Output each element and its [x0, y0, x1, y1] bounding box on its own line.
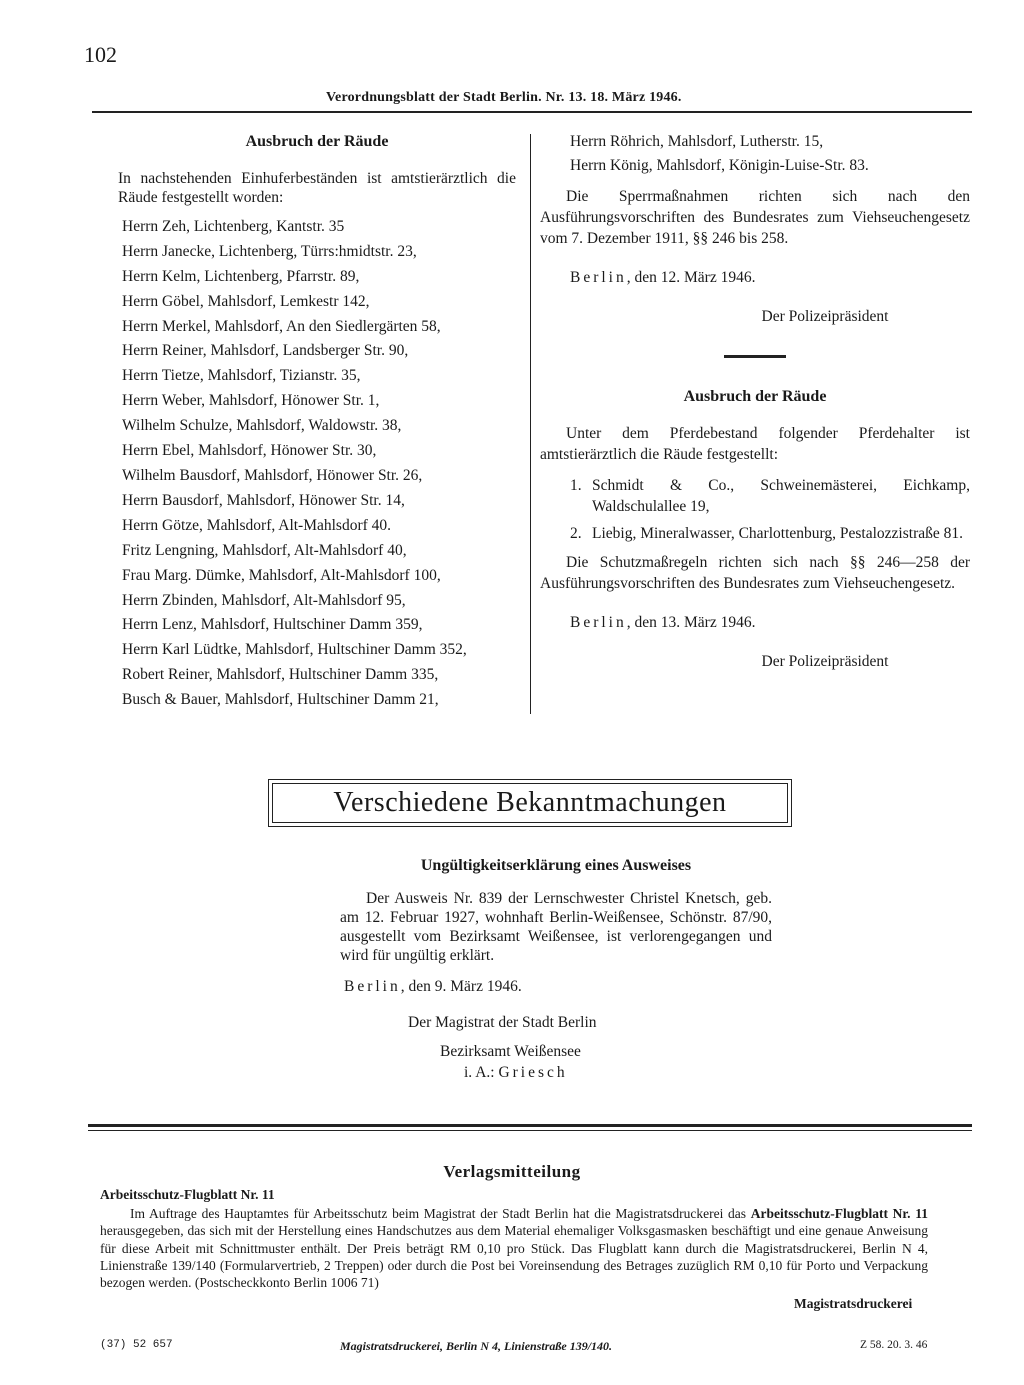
date-text: , den 9. März 1946.: [400, 978, 522, 995]
list-item: Wilhelm Bausdorf, Mahlsdorf, Hönower Str. 26,: [122, 466, 423, 484]
item-text: Schmidt & Co., Schweinemästerei, Eichkamp, Waldschulallee 19,: [592, 477, 970, 515]
list-item: Herrn Zeh, Lichtenberg, Kantstr. 35: [122, 217, 345, 235]
issuer-name: Griesch: [498, 1064, 568, 1081]
list-item: Busch & Bauer, Mahlsdorf, Hultschiner Damm 21,: [122, 691, 439, 709]
date-place: Berlin: [344, 978, 401, 995]
list-item: Herrn Tietze, Mahlsdorf, Tizianstr. 35,: [122, 367, 361, 385]
issuer-line-2: Bezirksamt Weißensee: [440, 1043, 581, 1060]
owner-list-continued: [540, 130, 970, 178]
list-item: Herrn Göbel, Mahlsdorf, Lemkestr 142,: [122, 292, 370, 310]
announcement-body: Der Ausweis Nr. 839 der Lernschwester Christel Knetsch, geb. am 12. Februar 1927, wohnhaft Berlin-Weißensee, Schönstr. 87/90, ausgestellt vom Bezirksamt Weißensee, ist verlorengegangen und wird für ungültig erklärt.: [340, 890, 772, 964]
date-line: [540, 267, 970, 288]
section-separator: [724, 355, 786, 358]
announcement-block: [340, 856, 772, 1082]
item-number: 1.: [570, 477, 582, 494]
intro-paragraph: In nachstehenden Einhuferbeständen ist amtstierärztlich die Räude festgestellt worden:: [118, 169, 516, 206]
announcement-date-line: [340, 977, 772, 996]
footer-date: Z 58. 20. 3. 46: [860, 1339, 928, 1351]
list-item: Herrn Lenz, Mahlsdorf, Hultschiner Damm 359,: [122, 616, 423, 634]
measures-paragraph: Die Sperrmaßnahmen richten sich nach den Ausführungsvorschriften des Bundesrates zum Viehseuchengesetz vom 7. Dezember 1911, §§ 246 bis 258.: [540, 188, 970, 247]
list-item: Herrn Weber, Mahlsdorf, Hönower Str. 1,: [122, 392, 380, 410]
page-number: 102: [84, 42, 117, 67]
issuer-prefix: i. A.:: [464, 1064, 499, 1081]
list-item: Herrn König, Mahlsdorf, Königin-Luise-Str. 83.: [570, 157, 869, 174]
date-place: Berlin: [570, 614, 627, 631]
item-number: 2.: [570, 525, 582, 542]
body-text-start: Im Auftrage des Hauptamtes für Arbeitsschutz beim Magistrat der Stadt Berlin hat die Magistratsdruckerei das: [130, 1206, 751, 1221]
left-column: [118, 130, 516, 713]
body-text-bold: Arbeitsschutz-Flugblatt Nr. 11: [750, 1206, 928, 1221]
list-item: Herrn Kelm, Lichtenberg, Pfarrstr. 89,: [122, 267, 360, 285]
list-item: Herrn Götze, Mahlsdorf, Alt-Mahlsdorf 40.: [122, 516, 392, 534]
list-item: Frau Marg. Dümke, Mahlsdorf, Alt-Mahlsdorf 100,: [122, 566, 441, 584]
date-place: Berlin: [570, 269, 627, 286]
footer-rule-thin: [88, 1130, 972, 1131]
section-banner: Verschiedene Bekanntmachungen: [272, 783, 788, 823]
announcement-heading: Ungültigkeitserklärung eines Ausweises: [420, 857, 692, 874]
body-text-end: herausgegeben, das sich mit der Herstellung eines Handschutzes aus dem Material ehemaliger Volksgasmasken beschäftigt und eine genaue Anweisung für diese Arbeit mit Schnittmuster enthält. Der Preis beträgt RM 0,10 pro Stück. Das Flugblatt kann durch die Magistratsdruckerei, Berlin N 4, Linienstraße 139/140 (Formularvertrieb, 2 Treppen) oder durch die Post bei Voreinsendung des Betrages zuzüglich RM 0,10 für Porto und Verpackung bezogen werden. (Postscheckkonto Berlin 1006 71): [100, 1223, 928, 1291]
footer-code: (37) 52 657: [100, 1339, 173, 1351]
item-text: Liebig, Mineralwasser, Charlottenburg, Pestalozzistraße 81.: [592, 525, 963, 542]
numbered-item: [540, 475, 970, 517]
numbered-item: [540, 523, 970, 544]
footer-rule: [88, 1124, 972, 1127]
list-item: Robert Reiner, Mahlsdorf, Hultschiner Damm 335,: [122, 666, 439, 684]
publisher-notice-subtitle: Arbeitsschutz-Flugblatt Nr. 11: [100, 1187, 275, 1202]
list-item: Herrn Karl Lüdtke, Mahlsdorf, Hultschiner Damm 352,: [122, 641, 467, 659]
signer: Der Polizeipräsident: [761, 308, 889, 325]
date-text: , den 13. März 1946.: [626, 614, 756, 631]
list-item: Herrn Merkel, Mahlsdorf, An den Siedlergärten 58,: [122, 317, 441, 335]
list-item: Wilhelm Schulze, Mahlsdorf, Waldowstr. 38,: [122, 417, 402, 435]
horse-owner-list: [540, 475, 970, 544]
measures-paragraph-2: Die Schutzmaßregeln richten sich nach §§ 246—258 der Ausführungsvorschriften des Bundesrates zum Viehseuchengesetz.: [540, 554, 970, 592]
right-column: [540, 130, 970, 672]
list-item: Herrn Röhrich, Mahlsdorf, Lutherstr. 15,: [570, 133, 824, 150]
column-divider: [530, 134, 531, 714]
section-heading-2: Ausbruch der Räude: [683, 388, 827, 405]
header-rule: [92, 111, 972, 113]
owner-list: [118, 215, 516, 713]
list-item: Herrn Ebel, Mahlsdorf, Hönower Str. 30,: [122, 442, 377, 460]
publisher-notice-title: Verlagsmitteilung: [443, 1162, 581, 1181]
issuer-line-1: Der Magistrat der Stadt Berlin: [408, 1014, 597, 1031]
list-item: Herrn Reiner, Mahlsdorf, Landsberger Str. 90,: [122, 342, 409, 360]
signer-2: Der Polizeipräsident: [761, 653, 889, 670]
publisher-notice-body: [100, 1205, 928, 1291]
issuer-line-3: [340, 1063, 772, 1082]
list-item: Fritz Lengning, Mahlsdorf, Alt-Mahlsdorf 40,: [122, 541, 407, 559]
publisher-notice-signer: Magistratsdruckerei: [794, 1296, 913, 1311]
list-item: Herrn Zbinden, Mahlsdorf, Alt-Mahlsdorf 95,: [122, 591, 406, 609]
date-text: , den 12. März 1946.: [626, 269, 756, 286]
footer-imprint: Magistratsdruckerei, Berlin N 4, Linienstraße 139/140.: [340, 1339, 613, 1353]
running-header: Verordnungsblatt der Stadt Berlin. Nr. 13. 18. März 1946.: [326, 90, 682, 105]
list-item: Herrn Janecke, Lichtenberg, Türrs:hmidtstr. 23,: [122, 242, 417, 260]
intro-paragraph-2: Unter dem Pferdebestand folgender Pferdehalter ist amtstierärztlich die Räude festgestellt:: [540, 425, 970, 463]
section-heading: Ausbruch der Räude: [245, 133, 389, 150]
date-line-2: [540, 612, 970, 633]
list-item: Herrn Bausdorf, Mahlsdorf, Hönower Str. 14,: [122, 491, 405, 509]
